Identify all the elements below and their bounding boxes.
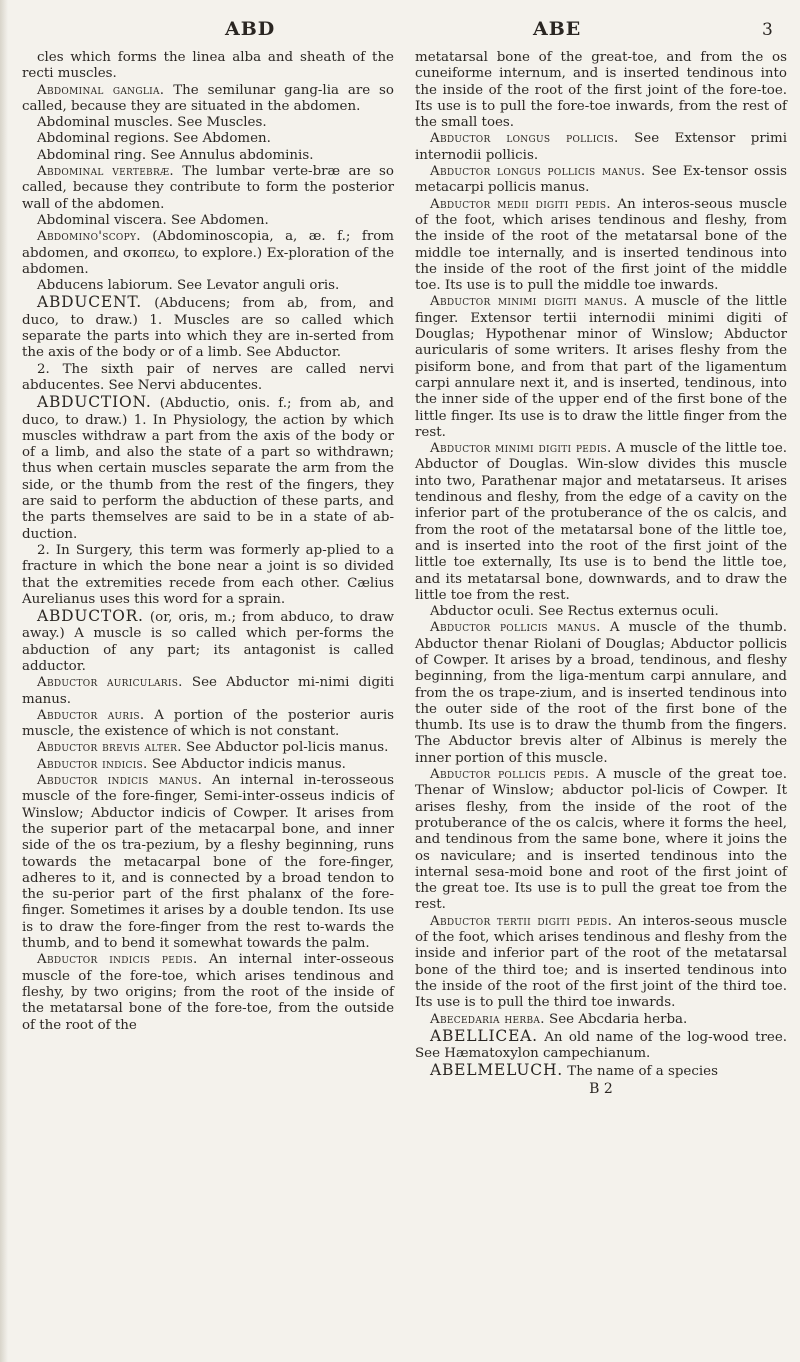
dictionary-entry [22,115,394,131]
entry-headword: Abductor medii digiti pedis. [430,196,611,212]
dictionary-entry [415,914,787,1012]
dictionary-entry [415,1062,787,1080]
entry-text: An old name of the log-wood tree. See Hæmatoxylon campechianum. [415,1029,787,1062]
entry-text: A portion of the posterior auris muscle, the existence of which is not constant. [22,707,394,740]
entry-text: See Extensor primi internodii pollicis. [415,131,787,163]
entry-text: The semilunar gang-lia are so called, because they are situated in the abdomen. [22,82,394,114]
header-right-guide-word: ABE [533,18,582,40]
dictionary-entry [22,362,394,395]
page-number: 3 [762,20,773,40]
entry-text: Abdominal regions. See Abdomen. [37,131,271,147]
dictionary-entry [415,50,787,131]
entry-text: (Abductio, onis. f.; from ab, and duco, to draw.) 1. In Physiology, the action by which muscles withdraw a part from the axis of the body or of a limb, and also the state of a part so withdrawn; thus when certain muscles separate the arm from the side, or the thumb from the rest of the fingers, they are said to perform the abduction of these parts, and the parts themselves are said to be in a state of ab-duction. [22,396,394,542]
entry-headword: Abductor tertii digiti pedis. [430,913,613,929]
entry-text: An interos-seous muscle of the foot, which arises tendinous and fleshy, from the inside of the root of the metatarsal bone of the middle toe internally, and is inserted tendinous into the inside of the root of the first joint of the middle toe. Its use is to pull the middle toe inwards. [415,196,787,294]
entry-headword: Abductor brevis alter. [37,740,182,756]
entry-text: (Abdominoscopia, a, æ. f.; from abdomen, and σκοπεω, to explore.) Ex-ploration of the abdomen. [22,229,394,277]
entry-text: (Abducens; from ab, from, and duco, to draw.) 1. Muscles are so called which separate the parts into which they are in-serted from the axis of the body or of a limb. See Abductor. [22,296,394,361]
entry-text: A muscle of the little toe. Abductor of Douglas. Win-slow divides this muscle into two, Parathenar major and metatarseus. It arises tendinous and fleshy, from the edge of a cavity on the inferior part of the protuberance of the os calcis, and from the root of the metatarsal bone of the little toe, and is inserted into the root of the first joint of the little toe externally, Its use is to bend the little toe, and its metatarsal bone, downwards, and to draw the little toe from the rest. [415,441,788,603]
dictionary-entry [22,131,394,147]
entry-headword: Abdominal ganglia. [37,82,165,98]
running-header [0,18,800,46]
entry-headword: Abductor indicis manus. [37,773,203,789]
entry-text: The lumbar verte-bræ are so called, because they contribute to form the posterior wall of the abdomen. [22,164,394,212]
entry-headword: Abductor minimi digiti pedis. [430,441,612,457]
entry-headword: ABELMELUCH. [430,1061,563,1080]
entry-text: An internal in-terosseous muscle of the fore-finger, Semi-inter-osseus indicis of Winslow; Abductor indicis of Cowper. It arises from the superior part of the metacarpal bone, and inner side of the os tra-pezium, by a fleshy beginning, runs towards the metacarpal bone of the fore-finger, adheres to it, and is connected by a broad tendon to the su-perior part of the first phalanx of the fore-finger. Sometimes it arises by a double tendon. Its use is to draw the fore-finger from the rest to-wards the thumb, and to bend it somewhat towards the palm. [22,773,394,952]
dictionary-entry [22,757,394,773]
dictionary-entry [22,543,394,608]
dictionary-entry [415,1012,787,1028]
entry-headword: Abdomino'scopy. [37,229,141,245]
dictionary-entry [22,164,394,213]
entry-text: See Abductor pol-licis manus. [181,740,389,756]
right-column [415,50,787,1097]
signature-mark: B 2 [589,1080,613,1097]
entry-headword: Abductor minimi digiti manus. [430,294,628,310]
entry-text: The name of a species [563,1064,718,1080]
dictionary-entry [22,278,394,294]
entry-headword: Abecedaria herba. [430,1011,545,1027]
entry-text: Abductor oculi. See Rectus externus oculi. [430,604,719,620]
entry-headword: Abductor indicis pedis. [37,952,198,968]
dictionary-entry [415,131,787,164]
dictionary-entry [22,952,394,1033]
entry-text: Abducens labiorum. See Levator anguli oris. [37,278,340,294]
entry-headword: ABDUCTION. [37,393,152,412]
entry-headword: Abductor indicis. [37,756,148,772]
entry-text: cles which forms the linea alba and sheath of the recti muscles. [22,50,394,82]
dictionary-entry [22,608,394,675]
entry-text: metatarsal bone of the great-toe, and from the os cuneiforme internum, and is inserted tendinous into the inside of the root of the first joint of the fore-toe. Its use is to pull the fore-toe inwards, from the rest of the small toes. [415,50,787,131]
entry-text: A muscle of the little finger. Extensor tertii internodii minimi digiti of Douglas; Hypothenar minor of Winslow; Abductor auricularis of some writers. It arises fleshy from the pisiform bone, and from that part of the ligamentum carpi annulare next it, and is inserted, tendinous, into the inner side of the upper end of the first bone of the little finger. Its use is to draw the little finger from the rest. [415,294,787,440]
entry-headword: Abductor pollicis manus. [430,620,601,636]
entry-headword: Abdominal vertebræ. [37,164,174,180]
dictionary-entry [415,441,787,604]
entry-headword: ABDUCTOR. [37,607,144,626]
entry-text: See Ex-tensor ossis metacarpi pollicis manus. [415,164,787,196]
dictionary-entry [22,675,394,708]
dictionary-entry [22,394,394,543]
entry-text: Abdominal muscles. See Muscles. [37,115,267,131]
header-left-guide-word: ABD [225,18,276,40]
entry-text: Abdominal viscera. See Abdomen. [37,212,269,228]
dictionary-entry [415,164,787,197]
dictionary-entry [415,604,787,620]
entry-text: A muscle of the great toe. Thenar of Winslow; abductor pol-licis of Cowper. It arises fleshy, from the inside of the root of the protuberance of the os calcis, where it forms the heel, and tendinous from the same bone, where it joins the os naviculare; and is inserted tendinous into the internal sesa-moid bone and root of the first joint of the great toe. Its use is to pull the great toe from the rest. [415,767,787,913]
entry-headword: Abductor longus pollicis manus. [430,164,646,180]
dictionary-entry [22,213,394,229]
page-edge-shadow [0,0,8,1362]
entry-text: Abdominal ring. See Annulus abdominis. [37,147,314,163]
entry-headword: ABELLICEA. [430,1026,538,1045]
dictionary-entry [22,229,394,278]
dictionary-entry [22,148,394,164]
dictionary-entry [22,294,394,361]
entry-headword: ABDUCENT. [37,293,142,312]
entry-headword: Abductor longus pollicis. [430,131,619,147]
entry-text: 2. In Surgery, this term was formerly ap-plied to a fracture in which the bone near a joint is so divided that the extremities recede from each other. Cælius Aurelianus uses this word for a sprain. [22,542,394,607]
dictionary-entry [415,294,787,441]
dictionary-entry [415,767,787,914]
entry-text: 2. The sixth pair of nerves are called nervi abducentes. See Nervi abducentes. [22,361,394,393]
dictionary-entry [22,708,394,741]
dictionary-entry [415,1028,787,1063]
dictionary-entry [415,197,787,295]
dictionary-entry [22,740,394,756]
dictionary-entry [415,620,787,767]
entry-text: See Abcdaria herba. [544,1011,688,1027]
dictionary-entry [22,773,394,952]
entry-text: A muscle of the thumb. Abductor thenar Riolani of Douglas; Abductor pollicis of Cowper. It arises by a broad, tendinous, and fleshy beginning, from the liga-mentum carpi annulare, and from the os trape-zium, and is inserted tendinous into the outer side of the root of the first bone of the thumb. Its use is to draw the thumb from the fingers. The Abductor brevis alter of Albinus is merely the inner portion of this muscle. [415,620,787,766]
entry-text: See Abductor mi-nimi digiti manus. [22,675,394,707]
entry-text: An interos-seous muscle of the foot, which arises tendinous and fleshy from the inside and inferior part of the root of the metatarsal bone of the third toe; and is inserted tendinous into the inside of the root of the first joint of the third toe. Its use is to pull the third toe inwards. [415,913,787,1011]
entry-headword: Abductor auris. [37,707,145,723]
entry-headword: Abductor pollicis pedis. [430,767,590,783]
dictionary-entry [22,83,394,116]
entry-text: An internal inter-osseous muscle of the fore-toe, which arises tendinous and fleshy, by two origins; from the root of the inside of the metatarsal bone of the fore-toe, from the outside of the root of the [22,952,394,1033]
entry-headword: Abductor auricularis. [37,675,183,691]
left-column [22,50,394,1034]
entry-text: (or, oris, m.; from abduco, to draw away.) A muscle is so called which per-forms the abduction of any part; its antagonist is called adductor. [22,610,394,674]
dictionary-entry [22,50,394,83]
entry-text: See Abductor indicis manus. [147,756,346,772]
